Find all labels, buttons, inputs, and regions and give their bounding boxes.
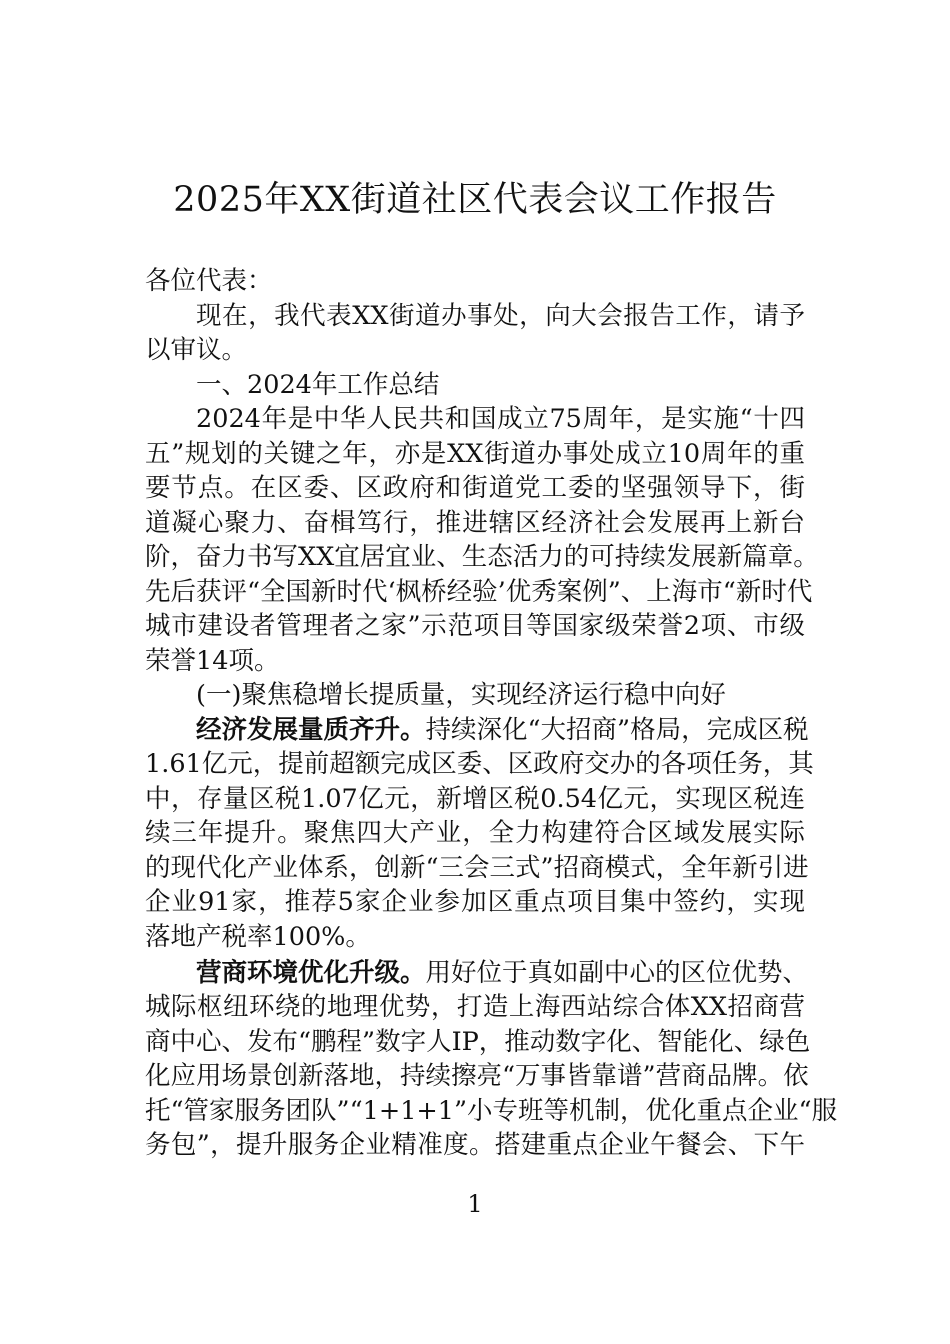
line: 续三年提升。聚焦四大产业，全力构建符合区域发展实际 xyxy=(145,818,805,848)
line: 企业91家，推荐5家企业参加区重点项目集中签约，实现 xyxy=(145,887,805,917)
line: 商中心、发布“鹏程”数字人IP，推动数字化、智能化、绿色 xyxy=(145,1026,811,1057)
line: 荣誉14项。 xyxy=(145,645,280,676)
line: 以审议。 xyxy=(145,335,248,365)
section-heading: 一、2024年工作总结 xyxy=(196,369,440,400)
line: 1.61亿元，提前超额完成区委、区政府交办的各项任务，其 xyxy=(145,749,814,779)
paragraph-intro xyxy=(145,299,805,368)
line-text: 持续深化“大招商”格局，完成区税 xyxy=(425,714,809,745)
bold-lead: 营商环境优化升级。 xyxy=(196,957,426,988)
salutation: 各位代表： xyxy=(145,266,273,296)
document-body xyxy=(145,264,838,1163)
paragraph-summary xyxy=(145,402,819,678)
paragraph-economy xyxy=(145,713,814,955)
line: 托“管家服务团队”“1+1+1”小专班等机制，优化重点企业“服 xyxy=(145,1095,838,1126)
line: 先后获评“全国新时代‘枫桥经验’优秀案例”、上海市“新时代 xyxy=(145,576,813,607)
line: 五”规划的关键之年，亦是XX街道办事处成立10周年的重 xyxy=(145,438,805,469)
line-text: 用好位于真如副中心的区位优势、 xyxy=(425,957,809,988)
line: 道凝心聚力、奋楫笃行，推进辖区经济社会发展再上新台 xyxy=(145,507,805,538)
line xyxy=(145,956,809,991)
line: 的现代化产业体系，创新“三会三式”招商模式，全年新引进 xyxy=(145,852,809,883)
page-number: 1 xyxy=(467,1190,483,1218)
line: 中，存量区税1.07亿元，新增区税0.54亿元，实现区税连 xyxy=(145,783,805,814)
line: 现在，我代表XX街道办事处，向大会报告工作，请予 xyxy=(196,300,805,331)
line: 2024年是中华人民共和国成立75周年，是实施“十四 xyxy=(196,404,805,434)
bold-lead: 经济发展量质齐升。 xyxy=(196,714,426,745)
document-title: 2025年XX街道社区代表会议工作报告 xyxy=(173,180,777,220)
line: 落地产税率100%。 xyxy=(145,921,371,952)
line: 城市建设者管理者之家”示范项目等国家级荣誉2项、市级 xyxy=(145,611,805,641)
line: 要节点。在区委、区政府和街道党工委的坚强领导下，街 xyxy=(145,473,805,503)
line xyxy=(145,713,809,748)
paragraph-business-environment xyxy=(145,956,838,1163)
line: 化应用场景创新落地，持续擦亮“万事皆靠谱”营商品牌。依 xyxy=(145,1061,809,1091)
line: 城际枢纽环绕的地理优势，打造上海西站综合体XX招商营 xyxy=(145,992,805,1022)
subsection-heading: (一)聚焦稳增长提质量，实现经济运行稳中向好 xyxy=(196,680,726,710)
line: 务包”，提升服务企业精准度。搭建重点企业午餐会、下午 xyxy=(145,1130,805,1160)
line: 阶，奋力书写XX宜居宜业、生态活力的可持续发展新篇章。 xyxy=(145,542,819,572)
